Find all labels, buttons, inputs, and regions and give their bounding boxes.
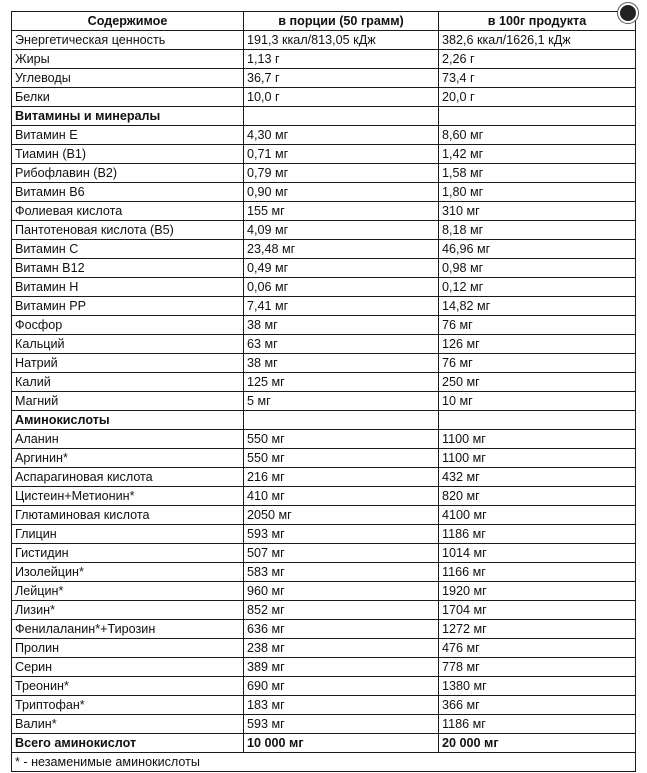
nutrient-name: Цистеин+Метионин* (12, 487, 244, 506)
table-row (12, 145, 636, 164)
nutrient-name: Пантотеновая кислота (В5) (12, 221, 244, 240)
per100-value: 73,4 г (439, 69, 636, 88)
serving-value: 23,48 мг (244, 240, 439, 259)
serving-value: 0,71 мг (244, 145, 439, 164)
per100-value: 382,6 ккал/1626,1 кДж (439, 31, 636, 50)
serving-value: 4,30 мг (244, 126, 439, 145)
table-row (12, 221, 636, 240)
nutrient-name: Витамин С (12, 240, 244, 259)
nutrient-name: Витамин РР (12, 297, 244, 316)
total-row (12, 734, 636, 753)
per100-value: 1166 мг (439, 563, 636, 582)
per100-value: 432 мг (439, 468, 636, 487)
table-row (12, 430, 636, 449)
nutrient-name: Энергетическая ценность (12, 31, 244, 50)
nutrient-name: Лизин* (12, 601, 244, 620)
header-name: Содержимое (12, 12, 244, 31)
per100-value: 1920 мг (439, 582, 636, 601)
table-row (12, 620, 636, 639)
per100-value: 0,98 мг (439, 259, 636, 278)
per100-value: 1100 мг (439, 449, 636, 468)
serving-value: 410 мг (244, 487, 439, 506)
per100-value: 476 мг (439, 639, 636, 658)
per100-value: 8,60 мг (439, 126, 636, 145)
serving-value: 38 мг (244, 316, 439, 335)
per100-value: 310 мг (439, 202, 636, 221)
serving-value: 583 мг (244, 563, 439, 582)
nutrient-name: Изолейцин* (12, 563, 244, 582)
table-row (12, 544, 636, 563)
section-header-row (12, 107, 636, 126)
header-per100: в 100г продукта (439, 12, 636, 31)
per100-value: 1100 мг (439, 430, 636, 449)
table-row (12, 88, 636, 107)
serving-value: 238 мг (244, 639, 439, 658)
nutrient-name: Триптофан* (12, 696, 244, 715)
serving-value: 183 мг (244, 696, 439, 715)
table-header-row (12, 12, 636, 31)
serving-value: 2050 мг (244, 506, 439, 525)
per100-value: 1,80 мг (439, 183, 636, 202)
nutrient-name: Аргинин* (12, 449, 244, 468)
nutrient-name: Калий (12, 373, 244, 392)
per100-value: 1272 мг (439, 620, 636, 639)
serving-value: 7,41 мг (244, 297, 439, 316)
serving-value: 216 мг (244, 468, 439, 487)
per100-value: 8,18 мг (439, 221, 636, 240)
table-row (12, 563, 636, 582)
nutrient-name: Глютаминовая кислота (12, 506, 244, 525)
per100-value: 10 мг (439, 392, 636, 411)
table-row (12, 696, 636, 715)
per100-value: 820 мг (439, 487, 636, 506)
serving-value: 0,79 мг (244, 164, 439, 183)
total-per100-value: 20 000 мг (439, 734, 636, 753)
serving-value: 191,3 ккал/813,05 кДж (244, 31, 439, 50)
nutrient-name: Белки (12, 88, 244, 107)
serving-value: 960 мг (244, 582, 439, 601)
table-row (12, 715, 636, 734)
table-row (12, 582, 636, 601)
nutrient-name: Валин* (12, 715, 244, 734)
nutrient-name: Треонин* (12, 677, 244, 696)
section-empty-cell (439, 107, 636, 126)
serving-value: 690 мг (244, 677, 439, 696)
per100-value: 250 мг (439, 373, 636, 392)
table-row (12, 164, 636, 183)
per100-value: 76 мг (439, 316, 636, 335)
table-row (12, 525, 636, 544)
table-row (12, 31, 636, 50)
section-title: Аминокислоты (12, 411, 244, 430)
serving-value: 852 мг (244, 601, 439, 620)
per100-value: 1186 мг (439, 715, 636, 734)
nutrient-name: Серин (12, 658, 244, 677)
per100-value: 1014 мг (439, 544, 636, 563)
per100-value: 0,12 мг (439, 278, 636, 297)
table-row (12, 126, 636, 145)
per100-value: 366 мг (439, 696, 636, 715)
table-row (12, 392, 636, 411)
nutrient-name: Лейцин* (12, 582, 244, 601)
table-row (12, 354, 636, 373)
footnote-text: * - незаменимые аминокислоты (12, 753, 636, 772)
table-row (12, 639, 636, 658)
per100-value: 126 мг (439, 335, 636, 354)
nutrient-name: Витамин Е (12, 126, 244, 145)
header-serving: в порции (50 грамм) (244, 12, 439, 31)
nutrient-name: Витамин Н (12, 278, 244, 297)
table-row (12, 259, 636, 278)
nutrient-name: Фосфор (12, 316, 244, 335)
serving-value: 550 мг (244, 430, 439, 449)
nutrient-name: Магний (12, 392, 244, 411)
per100-value: 778 мг (439, 658, 636, 677)
serving-value: 550 мг (244, 449, 439, 468)
section-empty-cell (244, 107, 439, 126)
serving-value: 1,13 г (244, 50, 439, 69)
nutrient-name: Кальций (12, 335, 244, 354)
serving-value: 507 мг (244, 544, 439, 563)
section-empty-cell (244, 411, 439, 430)
table-row (12, 468, 636, 487)
serving-value: 4,09 мг (244, 221, 439, 240)
table-row (12, 677, 636, 696)
serving-value: 0,90 мг (244, 183, 439, 202)
table-row (12, 601, 636, 620)
per100-value: 20,0 г (439, 88, 636, 107)
table-row (12, 449, 636, 468)
per100-value: 1380 мг (439, 677, 636, 696)
table-row (12, 69, 636, 88)
table-row (12, 278, 636, 297)
table-row (12, 506, 636, 525)
serving-value: 5 мг (244, 392, 439, 411)
nutrient-name: Тиамин (В1) (12, 145, 244, 164)
per100-value: 1,58 мг (439, 164, 636, 183)
nutrient-name: Аланин (12, 430, 244, 449)
serving-value: 125 мг (244, 373, 439, 392)
serving-value: 36,7 г (244, 69, 439, 88)
serving-value: 593 мг (244, 715, 439, 734)
section-header-row (12, 411, 636, 430)
table-row (12, 373, 636, 392)
per100-value: 2,26 г (439, 50, 636, 69)
nutrient-name: Витамн В12 (12, 259, 244, 278)
table-row (12, 50, 636, 69)
total-label: Всего аминокислот (12, 734, 244, 753)
table-row (12, 487, 636, 506)
table-row (12, 240, 636, 259)
serving-value: 38 мг (244, 354, 439, 373)
nutrition-table (11, 11, 636, 772)
serving-value: 0,06 мг (244, 278, 439, 297)
per100-value: 76 мг (439, 354, 636, 373)
serving-value: 593 мг (244, 525, 439, 544)
table-row (12, 183, 636, 202)
per100-value: 14,82 мг (439, 297, 636, 316)
serving-value: 0,49 мг (244, 259, 439, 278)
table-row (12, 658, 636, 677)
nutrient-name: Глицин (12, 525, 244, 544)
nutrient-name: Аспарагиновая кислота (12, 468, 244, 487)
per100-value: 1186 мг (439, 525, 636, 544)
table-row (12, 297, 636, 316)
nutrient-name: Фолиевая кислота (12, 202, 244, 221)
table-row (12, 335, 636, 354)
section-empty-cell (439, 411, 636, 430)
serving-value: 636 мг (244, 620, 439, 639)
per100-value: 1704 мг (439, 601, 636, 620)
table-body (12, 31, 636, 753)
nutrient-name: Фенилаланин*+Тирозин (12, 620, 244, 639)
table-row (12, 316, 636, 335)
per100-value: 46,96 мг (439, 240, 636, 259)
table-row (12, 202, 636, 221)
per100-value: 4100 мг (439, 506, 636, 525)
close-circle-icon[interactable] (618, 3, 638, 23)
nutrient-name: Жиры (12, 50, 244, 69)
section-title: Витамины и минералы (12, 107, 244, 126)
total-serving-value: 10 000 мг (244, 734, 439, 753)
nutrient-name: Рибофлавин (В2) (12, 164, 244, 183)
footnote-row (12, 753, 636, 772)
per100-value: 1,42 мг (439, 145, 636, 164)
serving-value: 389 мг (244, 658, 439, 677)
nutrient-name: Витамин В6 (12, 183, 244, 202)
nutrient-name: Пролин (12, 639, 244, 658)
nutrient-name: Углеводы (12, 69, 244, 88)
nutrition-table-container (11, 11, 635, 772)
serving-value: 155 мг (244, 202, 439, 221)
nutrient-name: Натрий (12, 354, 244, 373)
nutrient-name: Гистидин (12, 544, 244, 563)
serving-value: 10,0 г (244, 88, 439, 107)
serving-value: 63 мг (244, 335, 439, 354)
